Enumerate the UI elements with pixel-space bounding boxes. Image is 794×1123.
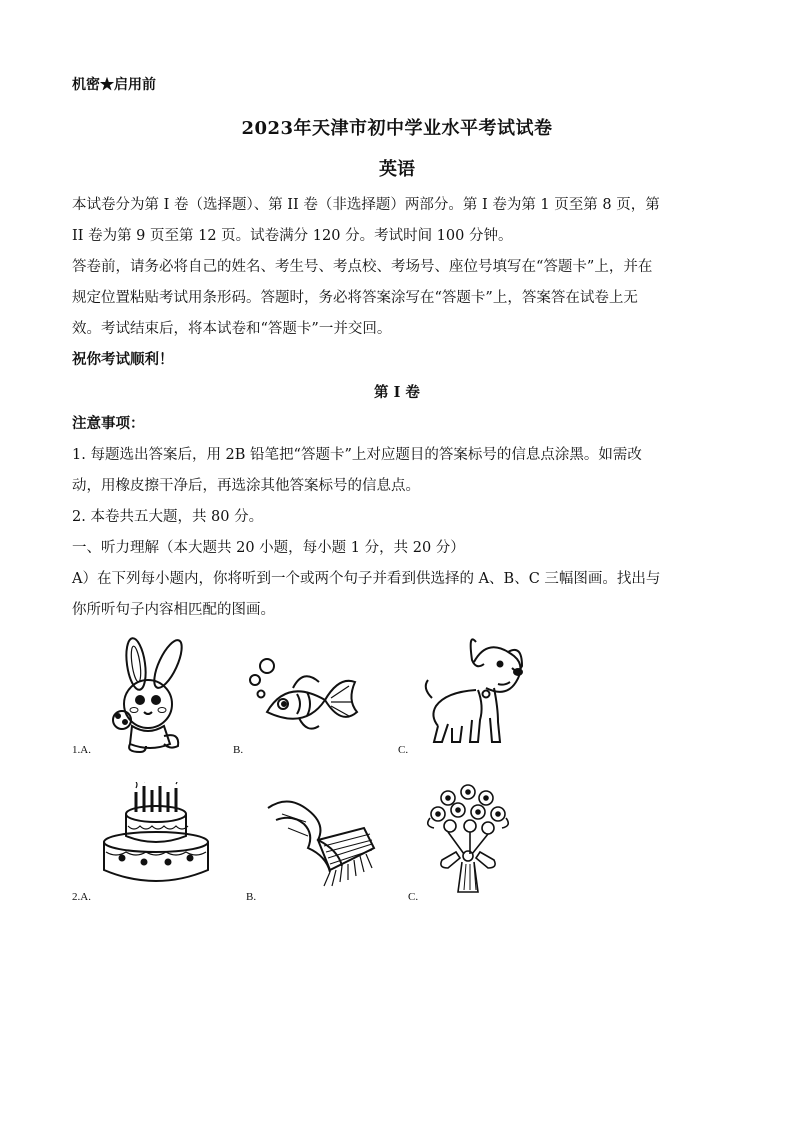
option-label: 2.A. <box>72 891 91 903</box>
section-heading: 一、听力理解（本大题共 20 小题，每小题 1 分，共 20 分） <box>72 540 465 556</box>
notes-title: 注意事项： <box>72 415 145 432</box>
part-heading: 第 I 卷 <box>374 384 420 401</box>
scarf-icon <box>262 794 378 892</box>
subject-title: 英语 <box>379 159 415 180</box>
option-label: C. <box>408 891 419 903</box>
intro-line: 本试卷分为第 I 卷（选择题）、第 II 卷（非选择题）两部分。第 I 卷为第 1 页至第 8 页，第 <box>72 197 660 213</box>
fish-icon <box>245 654 369 746</box>
cake-icon <box>98 782 216 888</box>
exam-title: 2023年天津市初中学业水平考试试卷 <box>241 118 553 139</box>
flowers-icon <box>418 778 518 894</box>
option-label: B. <box>233 744 244 756</box>
note-line: 1. 每题选出答案后，用 2B 铅笔把“答题卡”上对应题目的答案标号的信息点涂黑。如需改 <box>72 447 642 463</box>
note-line: 动，用橡皮擦干净后，再选涂其他答案标号的信息点。 <box>72 478 420 494</box>
intro-line: 规定位置粘贴考试用条形码。答题时，务必将答案涂写在“答题卡”上，答案答在试卷上无 <box>72 290 638 306</box>
intro-line: II 卷为第 9 页至第 12 页。试卷满分 120 分。考试时间 100 分钟。 <box>72 228 513 244</box>
rabbit-icon <box>98 636 206 754</box>
intro-line: 效。考试结束后，将本试卷和“答题卡”一并交回。 <box>72 321 392 337</box>
option-label: C. <box>398 744 409 756</box>
instruction-line: A）在下列每小题内，你将听到一个或两个句子并看到供选择的 A、B、C 三幅图画。找出与 <box>72 571 661 587</box>
note-line: 2. 本卷共五大题，共 80 分。 <box>72 509 264 525</box>
option-label: B. <box>246 891 257 903</box>
intro-line: 答卷前，请务必将自己的姓名、考生号、考点校、考场号、座位号填写在“答题卡”上，并在 <box>72 259 653 275</box>
option-label: 1.A. <box>72 744 91 756</box>
wish-text: 祝你考试顺利！ <box>72 351 174 368</box>
secret-mark: 机密★启用前 <box>72 77 156 93</box>
instruction-line: 你所听句子内容相匹配的图画。 <box>72 602 275 618</box>
dog-icon <box>414 632 534 752</box>
